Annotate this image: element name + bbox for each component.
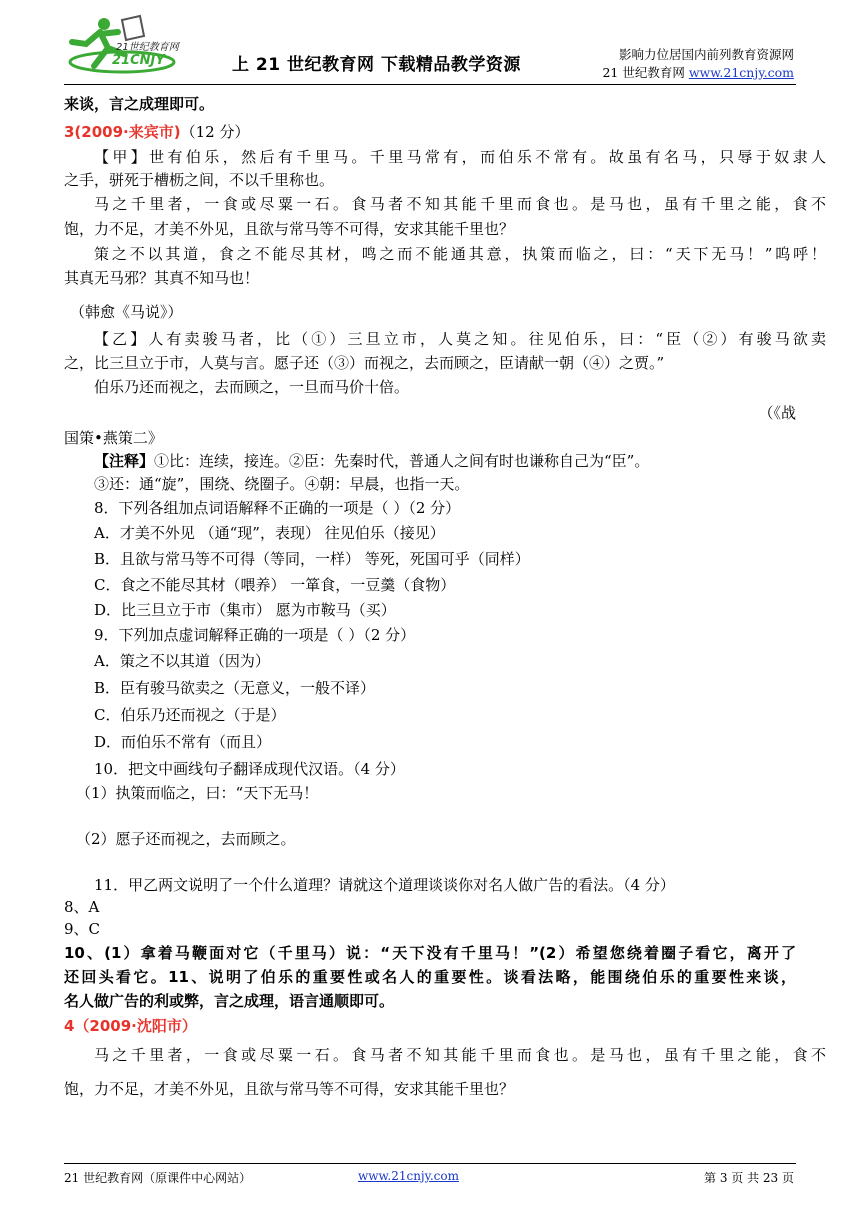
header-site-link[interactable]: www.21cnjy.com [688,65,794,80]
text-line: 饱，力不足，才美不外见，且欲与常马等不可得，安求其能千里也？ [64,220,515,238]
answer-8: 8、A [64,898,100,916]
translation-item-1: （1）执策而临之，曰：“天下无马！ [76,784,319,802]
option-line: D．比三旦立于市（集市） 愿为市鞍马（买） [94,601,396,619]
annotation-text: ①比：连续，接连。②臣：先秦时代，普通人之间有时也谦称自己为“臣”。 [154,452,650,470]
text-line: 之手，骈死于槽枥之间，不以千里称也。 [64,171,335,189]
answer-9: 9、C [64,920,101,938]
site-logo [64,14,214,80]
text-line: 伯乐乃还而视之，去而顾之，一旦而马价十倍。 [94,378,410,396]
question-9: 9．下列加点虚词解释正确的一项是（ ）（2 分） [94,626,416,644]
logo-text-top: 21世纪教育网 [116,42,179,53]
running-man-logo-icon [64,14,214,80]
page-header [0,0,860,92]
footer-link-wrap [358,1169,459,1183]
annotation-tag: 【注释】 [94,452,155,470]
question-score: （12 分） [180,123,250,141]
question-heading-3 [64,121,796,143]
question-10: 10．把文中画线句子翻译成现代汉语。（4 分） [94,760,405,778]
option-line: B．且欲与常马等不可得（等同，一样） 等死，死国可乎（同样） [94,550,530,568]
question-source: 3(2009·来宾市) [64,123,181,141]
page-number: 第 3 页 共 23 页 [704,1171,794,1185]
text-line: 国策•燕策二》 [64,429,163,447]
text-line: 其真无马邪？其真不知马也！ [64,269,260,287]
text-line: （《战 [758,404,796,422]
option-line: A．策之不以其道（因为） [94,652,270,670]
header-slogan: 影响力位居国内前列教育资源网 [618,47,794,62]
text-line: ③还：通“旋”，围绕、绕圈子。④朝：早晨，也指一天。 [94,475,470,493]
source-citation: （韩愈《马说》） [70,303,183,321]
annotation-line [64,450,826,472]
option-line: B．臣有骏马欲卖之（无意义，一般不译） [94,679,376,697]
logo-text-bottom: 21CNJY [112,53,165,68]
header-right-info [602,46,794,82]
translation-item-2: （2）愿子还而视之，去而顾之。 [76,830,296,848]
text-line: 马之千里者，一食或尽粟一石。食马者不知其能千里而食也。是马也，虽有千里之能，食不 [94,1046,826,1064]
footer-site-name: 21 世纪教育网（原课件中心网站） [64,1171,252,1185]
header-divider [64,84,796,85]
header-site-line [602,64,794,82]
question-8: 8．下列各组加点词语解释不正确的一项是（ ）（2 分） [94,499,461,517]
answer-line: 名人做广告的利或弊，言之成理，语言通顺即可。 [64,992,395,1010]
option-line: C．伯乐乃还而视之（于是） [94,706,286,724]
text-line: 【乙】人有卖骏马者，比（①）三旦立市，人莫之知。往见伯乐，曰：“臣（②）有骏马欲卖 [94,330,826,348]
option-line: D．而伯乐不常有（而且） [94,733,272,751]
header-site-prefix: 21 世纪教育网 [602,65,689,80]
option-line: C．食之不能尽其材（喂养） 一箪食，一豆羹（食物） [94,576,456,594]
question-heading-4: 4（2009·沈阳市） [64,1017,197,1035]
question-11: 11．甲乙两文说明了一个什么道理？请就这个道理谈谈你对名人做广告的看法。（4 分） [94,876,675,894]
answer-line: 还回头看它。11、说明了伯乐的重要性或名人的重要性。谈看法略，能围绕伯乐的重要性来谈， [64,968,796,986]
header-title: 上 21 世纪教育网 下载精品教学资源 [232,55,521,75]
option-line: A．才美不外见 （通“现”，表现） 往见伯乐（接见） [94,524,445,542]
text-line: 【甲】世有伯乐，然后有千里马。千里马常有，而伯乐不常有。故虽有名马，只辱于奴隶人 [94,148,826,166]
answer-line: 10、(1）拿着马鞭面对它（千里马）说：“天下没有千里马！”(2）希望您绕着圈子看它，离开了 [64,944,796,962]
text-line: 来谈，言之成理即可。 [64,95,215,113]
footer-divider [64,1163,796,1164]
text-line: 马之千里者，一食或尽粟一石。食马者不知其能千里而食也。是马也，虽有千里之能，食不 [94,195,826,213]
footer-site-link[interactable]: www.21cnjy.com [358,1169,459,1183]
text-line: 之，比三旦立于市，人莫与言。愿子还（③）而视之，去而顾之，臣请献一朝（④）之贾。” [64,354,665,372]
text-line: 策之不以其道，食之不能尽其材，鸣之而不能通其意，执策而临之，曰：“天下无马！”呜呼！ [94,245,826,263]
text-line: 饱，力不足，才美不外见，且欲与常马等不可得，安求其能千里也？ [64,1080,515,1098]
